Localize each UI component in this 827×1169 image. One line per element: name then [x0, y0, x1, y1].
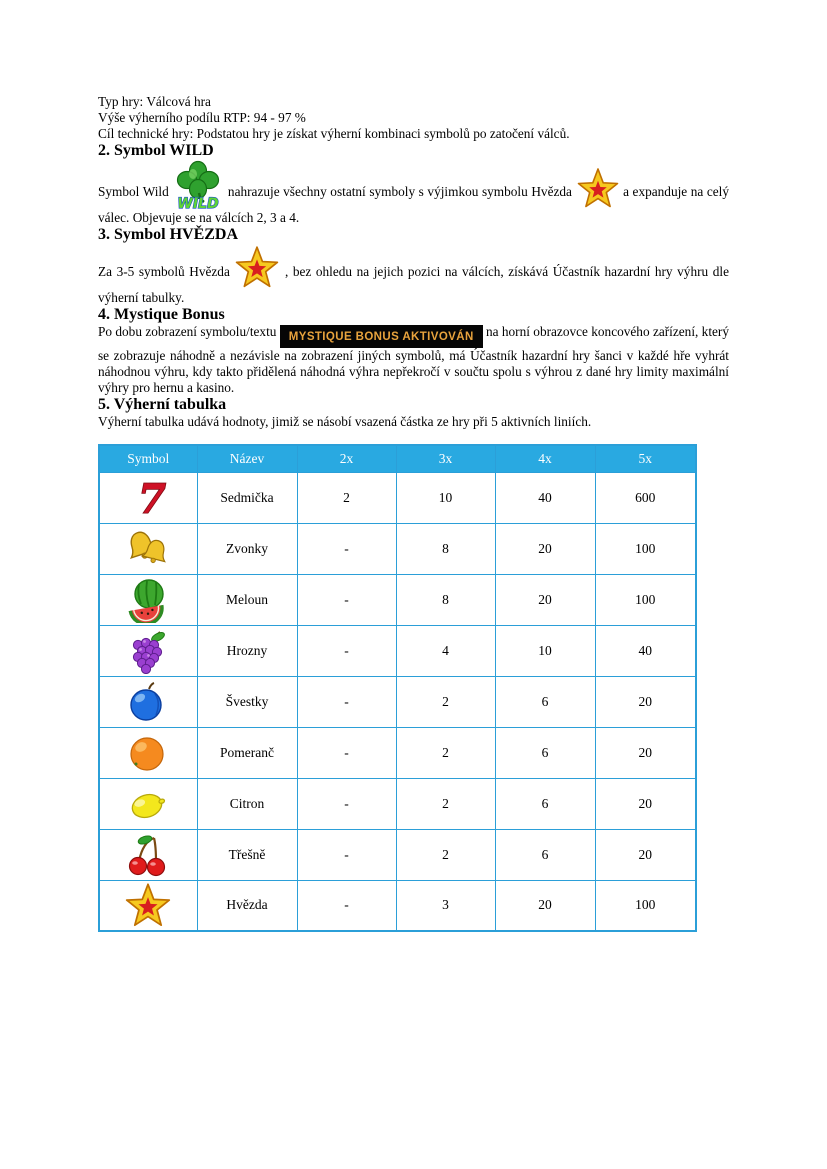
multiplier-2x: - — [297, 523, 396, 574]
star-icon — [576, 166, 620, 210]
hvezda-text-before: Za 3-5 symbolů Hvězda — [98, 264, 230, 279]
table-row — [99, 625, 696, 676]
plum-icon — [99, 676, 197, 727]
col-header-symbol: Symbol — [99, 445, 197, 472]
multiplier-3x: 2 — [396, 676, 495, 727]
multiplier-5x: 600 — [595, 472, 696, 523]
hvezda-text-after: , bez ohledu na jejich pozici na válcích, získává Účastník hazardní hry výhru dle výherní tabulky. — [98, 264, 729, 305]
multiplier-3x: 2 — [396, 778, 495, 829]
multiplier-3x: 8 — [396, 523, 495, 574]
multiplier-2x: - — [297, 880, 396, 931]
symbol-name: Hrozny — [197, 625, 297, 676]
wild-text-before: Symbol Wild — [98, 184, 169, 199]
paytable-header-row — [99, 445, 696, 472]
multiplier-3x: 8 — [396, 574, 495, 625]
cherries-icon — [99, 829, 197, 880]
mystique-bonus-badge: MYSTIQUE BONUS AKTIVOVÁN — [280, 325, 483, 348]
multiplier-4x: 20 — [495, 574, 595, 625]
multiplier-5x: 20 — [595, 778, 696, 829]
multiplier-5x: 100 — [595, 523, 696, 574]
multiplier-2x: - — [297, 778, 396, 829]
symbol-name: Hvězda — [197, 880, 297, 931]
paytable-note: Výherní tabulka udává hodnoty, jimiž se násobí vsazená částka ze hry při 5 aktivních liniích. — [98, 414, 592, 429]
symbol-name: Meloun — [197, 574, 297, 625]
wild-text-after: a expanduje na celý válec. Objevuje se na válcích 2, 3 a 4. — [98, 184, 730, 225]
multiplier-2x: - — [297, 676, 396, 727]
heading-symbol-hvezda: 3. Symbol HVĚZDA — [98, 226, 239, 243]
mystique-text-after: na horní obrazovce koncového zařízení, který se zobrazuje náhodně a nezávisle na zobrazení jiných symbolů, má Účastník hazardní hry šanci v každé hře vyhrát náhodnou výhru, kdy takto přidělená náhodná výhra nepřekročí v součtu spolu s výhrou z dané hry limity maximální výhry pro hernu a kasino. — [98, 324, 729, 395]
multiplier-2x: 2 — [297, 472, 396, 523]
lemon-icon — [99, 778, 197, 829]
symbol-name: Švestky — [197, 676, 297, 727]
mystique-paragraph — [98, 324, 729, 396]
watermelon-icon — [99, 574, 197, 625]
multiplier-3x: 3 — [396, 880, 495, 931]
col-header-5x: 5x — [595, 445, 696, 472]
multiplier-5x: 100 — [595, 880, 696, 931]
star-icon — [99, 880, 197, 931]
multiplier-4x: 6 — [495, 676, 595, 727]
multiplier-3x: 4 — [396, 625, 495, 676]
hvezda-paragraph — [98, 244, 729, 306]
paytable — [98, 444, 697, 932]
table-row — [99, 880, 696, 931]
col-header-nazev: Název — [197, 445, 297, 472]
multiplier-4x: 6 — [495, 829, 595, 880]
multiplier-4x: 20 — [495, 523, 595, 574]
multiplier-4x: 40 — [495, 472, 595, 523]
multiplier-5x: 40 — [595, 625, 696, 676]
svg-text:WILD: WILD — [177, 196, 219, 210]
multiplier-2x: - — [297, 574, 396, 625]
wild-clover-icon — [172, 160, 224, 210]
bells-icon — [99, 523, 197, 574]
table-row — [99, 727, 696, 778]
wild-paragraph — [98, 160, 729, 226]
wild-text-middle: nahrazuje všechny ostatní symboly s výjimkou symbolu Hvězda — [227, 184, 572, 199]
rtp-line: Výše výherního podílu RTP: 94 - 97 % — [98, 110, 306, 125]
table-row — [99, 523, 696, 574]
multiplier-3x: 10 — [396, 472, 495, 523]
multiplier-3x: 2 — [396, 727, 495, 778]
heading-paytable: 5. Výherní tabulka — [98, 396, 227, 413]
symbol-name: Pomeranč — [197, 727, 297, 778]
col-header-3x: 3x — [396, 445, 495, 472]
table-row — [99, 574, 696, 625]
multiplier-5x: 20 — [595, 727, 696, 778]
symbol-name: Zvonky — [197, 523, 297, 574]
intro-block — [98, 94, 729, 142]
star-icon — [234, 244, 280, 290]
multiplier-4x: 10 — [495, 625, 595, 676]
symbol-name: Třešně — [197, 829, 297, 880]
symbol-name: Citron — [197, 778, 297, 829]
game-type-line: Typ hry: Válcová hra — [98, 94, 211, 109]
heading-symbol-wild: 2. Symbol WILD — [98, 142, 214, 159]
multiplier-4x: 6 — [495, 727, 595, 778]
grapes-icon — [99, 625, 197, 676]
multiplier-5x: 20 — [595, 829, 696, 880]
table-row — [99, 829, 696, 880]
multiplier-2x: - — [297, 727, 396, 778]
multiplier-2x: - — [297, 829, 396, 880]
seven-icon — [99, 472, 197, 523]
table-row — [99, 778, 696, 829]
multiplier-5x: 100 — [595, 574, 696, 625]
svg-text:7: 7 — [138, 475, 167, 521]
multiplier-5x: 20 — [595, 676, 696, 727]
multiplier-4x: 6 — [495, 778, 595, 829]
multiplier-3x: 2 — [396, 829, 495, 880]
mystique-text-before: Po dobu zobrazení symbolu/textu — [98, 324, 277, 339]
col-header-4x: 4x — [495, 445, 595, 472]
symbol-name: Sedmička — [197, 472, 297, 523]
heading-mystique-bonus: 4. Mystique Bonus — [98, 306, 225, 323]
col-header-2x: 2x — [297, 445, 396, 472]
multiplier-4x: 20 — [495, 880, 595, 931]
table-row — [99, 676, 696, 727]
game-goal-line: Cíl technické hry: Podstatou hry je získat výherní kombinaci symbolů po zatočení válců. — [98, 126, 570, 141]
multiplier-2x: - — [297, 625, 396, 676]
orange-icon — [99, 727, 197, 778]
table-row — [99, 472, 696, 523]
